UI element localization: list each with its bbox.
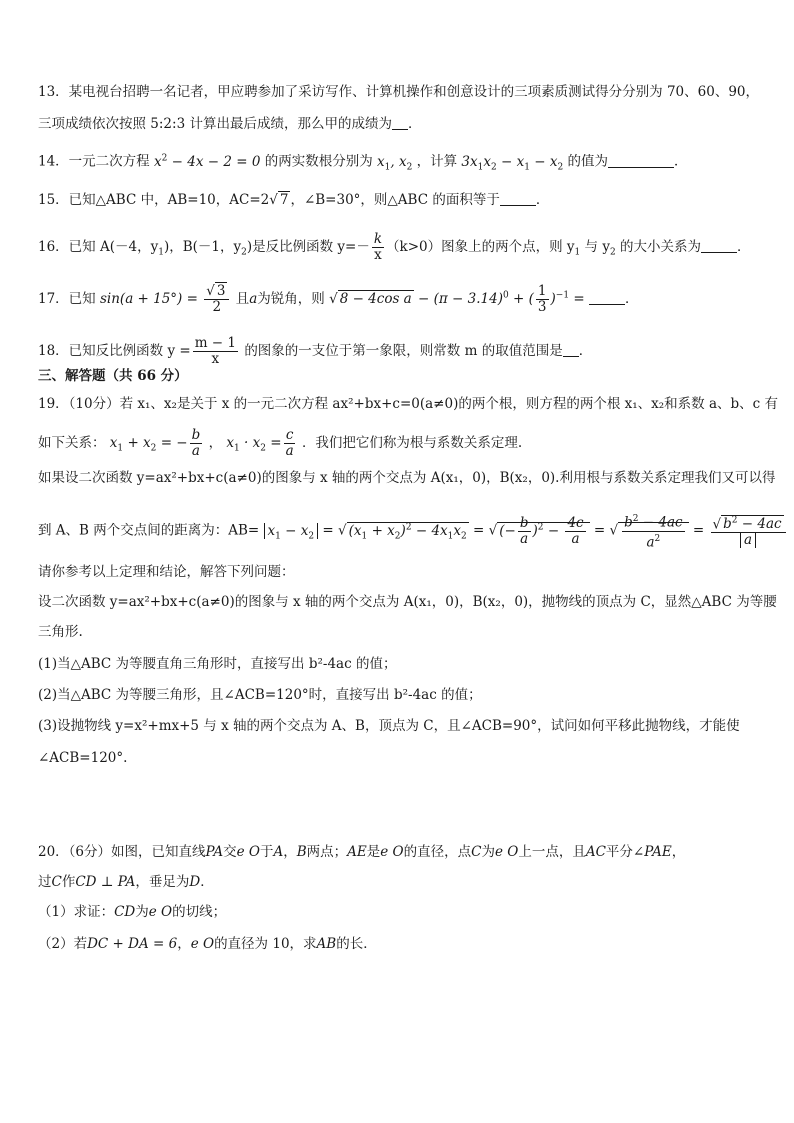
q20-part-1: （1）求证：CD为e O的切线；: [38, 904, 227, 920]
q19-line-7: 三角形.: [38, 624, 83, 640]
q14: 14．一元二次方程 $x^2 - 4x - 2 = 0$ 的两实数根分别为 $x_1$, $x_2$ ，计算 $3x_1x_2 - x_1 - x_2$ 的值为 ．: [38, 153, 688, 173]
q13-line-1: 13．某电视台招聘一名记者，甲应聘参加了采访写作、计算机操作和创意设计的三项素质测试得分分别为 70、60、90，: [38, 84, 760, 100]
equation: $x^2 - 4x - 2 = 0$: [153, 153, 261, 170]
q19-line-1: 19．（10分）若 x₁、x₂是关于 x 的一元二次方程 ax²+bx+c=0(a≠0)的两个根，则方程的两个根 x₁、x₂和系数 a、b、c 有: [38, 396, 779, 412]
q20-part-2: （2）若DC + DA = 6，e O的直径为 10，求AB的长．: [38, 936, 377, 952]
answer-blank[interactable]: [563, 342, 579, 357]
q19-part-1: (1)当△ABC 为等腰直角三角形时，直接写出 b²-4ac 的值；: [38, 656, 397, 672]
q15: 15．已知△ABC 中，AB=10，AC=2√ 7 ，∠B=30°，则△ABC 的面积等于 ．: [38, 192, 550, 208]
answer-blank[interactable]: [589, 290, 625, 305]
q17: 17．已知 sin(a + 15°) = $\frac{√ 3}{2}$ 且a为锐角，则 √ 8 − 4cos $a - (\pi - 3.14)^0$ + ( $\frac{1}{3}$ )$^{-1}$ = ．: [38, 283, 639, 315]
q19-part-3-end: ∠ACB=120°.: [38, 750, 128, 766]
section-title: 三、解答题（共 66 分）: [38, 368, 188, 384]
q19-line-3: 如果设二次函数 y=ax²+bx+c(a≠0)的图象与 x 轴的两个交点为 A(x₁，0)，B(x₂，0).利用根与系数关系定理我们又可以得: [38, 470, 776, 486]
answer-blank[interactable]: [392, 115, 408, 130]
q13-line-2: 三项成绩依次按照 5:2:3 计算出最后成绩，那么甲的成绩为 ．: [38, 116, 422, 132]
q19-part-3: (3)设抛物线 y=x²+mx+5 与 x 轴的两个交点为 A、B，顶点为 C，且∠ACB=90°，试问如何平移此抛物线，才能使: [38, 718, 740, 734]
q19-line-4: 到 A、B 两个交点间的距离为：$AB= x_1 - x_2$ = √ $(x_1 + x_2)^2 - 4x_1x_2$ = √ (− $\frac{b}{a}$ )$^2$ − $\frac{4c}{a}$ = √ $\frac{b^2 - 4ac}{a^2}$ = $\frac{√ b^2 - 4ac}{a}$: [38, 512, 762, 550]
q16: 16．已知 A(－4，$y_1$)，B(－1，$y_2$)是反比例函数 y=－ $\frac{k}{x}$ （k>0）图象上的两个点，则 $y_1$ 与 $y_2$ 的大小关系为 ．: [38, 231, 751, 263]
q18: 18．已知反比例函数 y = $\frac{m - 1}{x}$ 的图象的一支位于第一象限，则常数 m 的取值范围是 ．: [38, 335, 593, 367]
q19-line-5: 请你参考以上定理和结论，解答下列问题：: [38, 564, 295, 580]
answer-blank[interactable]: [500, 191, 536, 206]
answer-blank[interactable]: [701, 238, 737, 253]
answer-blank[interactable]: [608, 153, 674, 168]
q19-line-6: 设二次函数 y=ax²+bx+c(a≠0)的图象与 x 轴的两个交点为 A(x₁，0)，B(x₂，0)，抛物线的顶点为 C，显然△ABC 为等腰: [38, 594, 777, 610]
q20-line-2: 过C作CD ⊥ PA，垂足为D．: [38, 874, 214, 890]
q19-line-2: 如下关系： $x_1 + x_2$ = − $\frac{b}{a}$ ， $x_1 \cdot x_2$ = $\frac{c}{a}$ ．我们把它们称为根与系数关系定理.: [38, 427, 523, 459]
q19-part-2: (2)当△ABC 为等腰三角形，且∠ACB=120°时，直接写出 b²-4ac 的值；: [38, 687, 482, 703]
q20-line-1: 20．（6分）如图，已知直线PA交e O于A，B两点；AE是e O的直径，点C为e O上一点，且AC平分∠PAE，: [38, 844, 686, 860]
